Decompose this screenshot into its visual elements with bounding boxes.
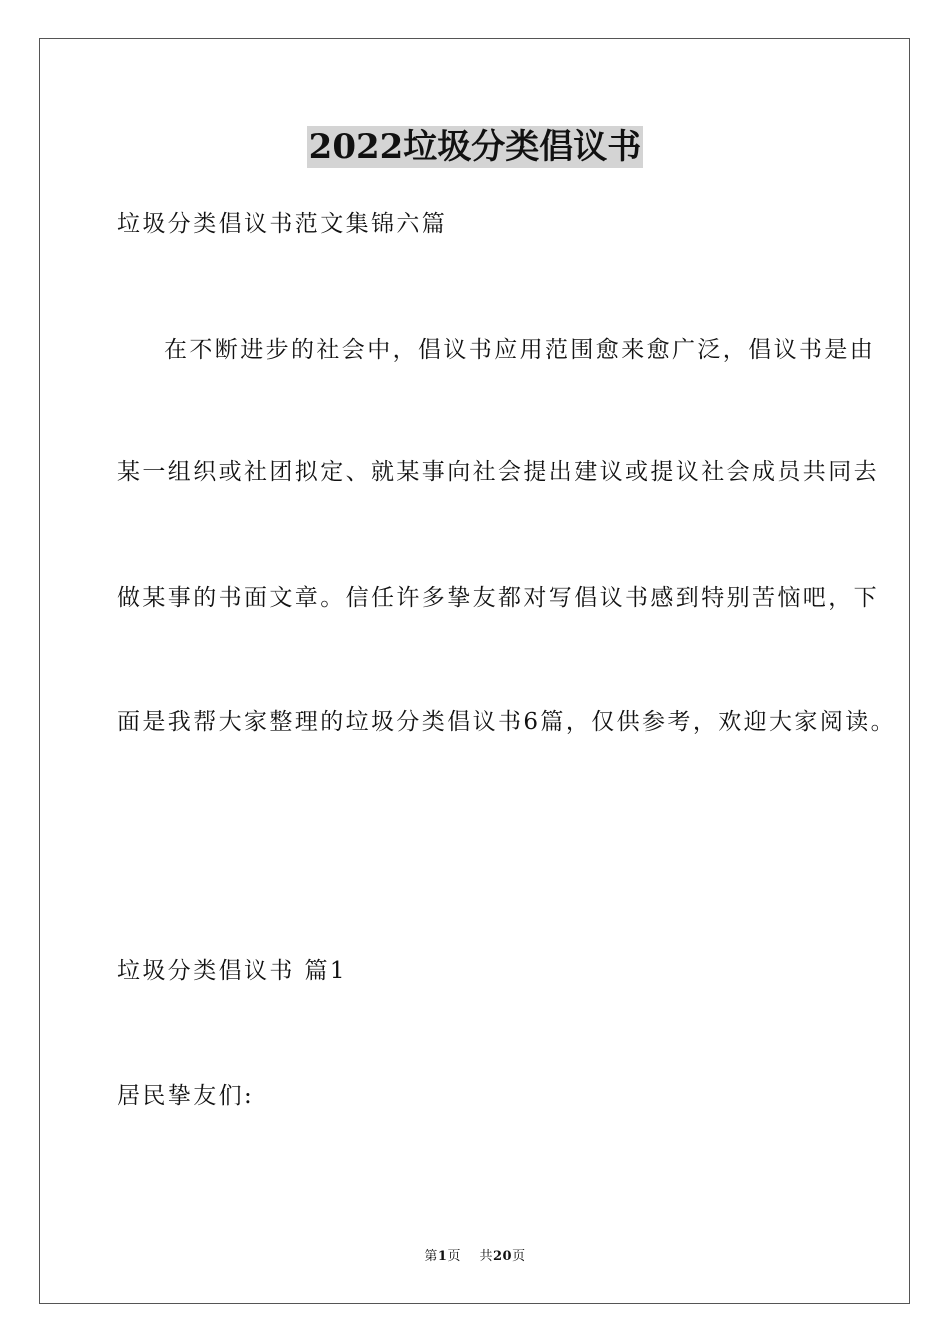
document-title: 2022垃圾分类倡议书 <box>308 127 642 167</box>
intro-line-4: 面是我帮大家整理的垃圾分类倡议书6篇，仅供参考，欢迎大家阅读。 <box>117 709 897 735</box>
title-container <box>0 126 950 168</box>
footer-total-suffix: 页 <box>512 1249 526 1264</box>
footer-total-pages: 20 <box>493 1249 513 1264</box>
section-heading: 垃圾分类倡议书 篇1 <box>117 958 347 984</box>
intro-line-2: 某一组织或社团拟定、就某事向社会提出建议或提议社会成员共同去 <box>117 459 879 485</box>
footer-page-suffix: 页 <box>447 1249 461 1264</box>
footer-page-number: 1 <box>437 1249 448 1264</box>
footer-total-prefix: 共 <box>479 1249 493 1264</box>
page-footer <box>0 1248 950 1266</box>
salutation: 居民挚友们: <box>117 1083 255 1109</box>
document-subtitle: 垃圾分类倡议书范文集锦六篇 <box>117 211 448 237</box>
footer-prefix: 第 <box>424 1249 438 1264</box>
intro-line-3: 做某事的书面文章。信任许多挚友都对写倡议书感到特别苦恼吧，下 <box>117 585 879 611</box>
intro-line-1: 在不断进步的社会中，倡议书应用范围愈来愈广泛，倡议书是由 <box>164 337 876 363</box>
